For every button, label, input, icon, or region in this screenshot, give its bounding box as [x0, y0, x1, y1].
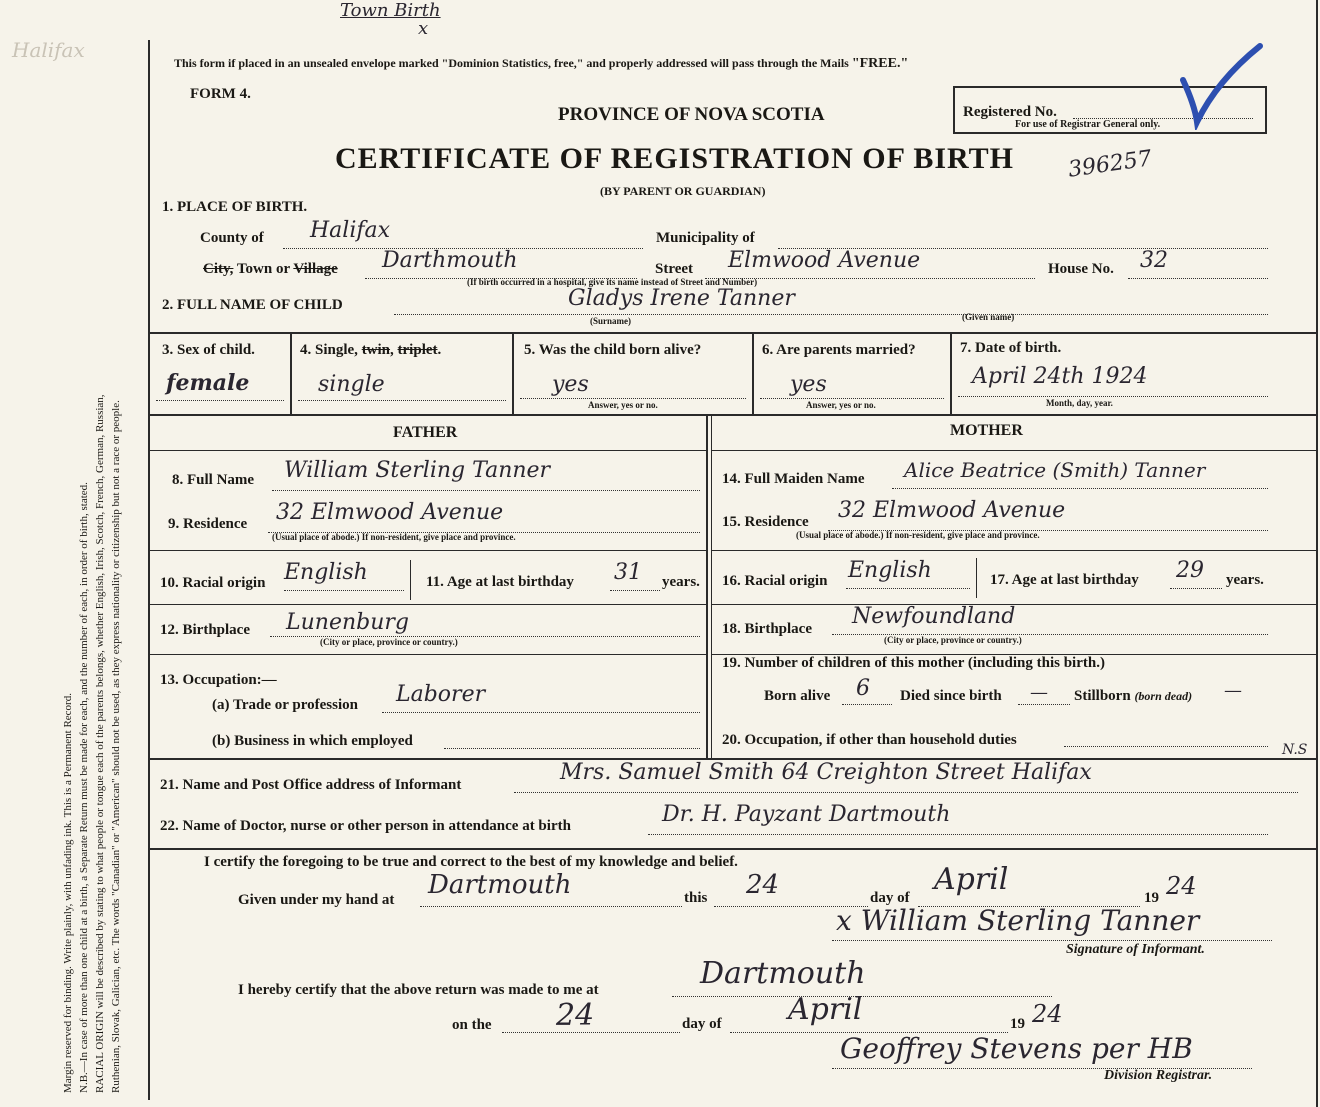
father-age-label: 11. Age at last birthday — [426, 574, 574, 590]
married-value: yes — [790, 372, 827, 397]
certify-statement: I certify the foregoing to be true and correct to the best of my knowledge and belief. — [204, 854, 738, 870]
certificate-title: CERTIFICATE OF REGISTRATION OF BIRTH — [335, 142, 1014, 175]
parents-divider-inner — [711, 414, 712, 758]
father-age-line — [610, 590, 660, 591]
mother-occupation-line — [1064, 746, 1268, 747]
child-name-line — [394, 314, 1268, 315]
twin-label: twin — [361, 342, 391, 358]
registrar-year-value: 24 — [1032, 1000, 1063, 1028]
father-rule-2 — [148, 550, 706, 551]
given-name-note: (Given name) — [962, 312, 1015, 322]
doctor-line — [648, 834, 1268, 835]
stillborn-text: Stillborn — [1074, 688, 1131, 704]
dob-line — [958, 396, 1268, 397]
father-age-value: 31 — [614, 560, 642, 585]
father-birthplace-note: (City or place, province or country.) — [320, 637, 458, 647]
married-line — [760, 398, 944, 399]
father-rule-3 — [148, 604, 706, 605]
born-alive-count-label: Born alive — [764, 688, 831, 704]
mother-occupation-label: 20. Occupation, if other than household duties — [722, 732, 1017, 748]
father-trade-line — [382, 712, 700, 713]
father-trade-label: (a) Trade or profession — [212, 697, 358, 713]
mother-race-value: English — [848, 558, 932, 583]
mother-age-value: 29 — [1176, 558, 1204, 583]
top-mark: x — [418, 18, 429, 39]
stillborn-value: — — [1224, 680, 1242, 701]
margin-instructions — [60, 43, 140, 1093]
period: . — [437, 342, 442, 358]
given-month-value: April — [934, 862, 1009, 897]
mother-birthplace-value: Newfoundland — [852, 604, 1016, 629]
dob-label: 7. Date of birth. — [960, 340, 1062, 356]
town-value: Darthmouth — [382, 248, 518, 273]
mother-residence-note: (Usual place of abode.) If non-resident, give place and province. — [796, 530, 1040, 540]
registrar-year-prefix: 19 — [1010, 1016, 1025, 1032]
mail-note — [174, 56, 908, 72]
place-of-birth-heading: 1. PLACE OF BIRTH. — [162, 199, 308, 215]
signature-line — [832, 940, 1272, 941]
city-label: City, — [203, 261, 234, 277]
top-note: Town Birth — [340, 0, 441, 21]
margin-line: RACIAL ORIGIN will be described by stating to what people or tongue each of the parents belongs, whether English, Irish, Scotch, French, German, Russian, — [94, 394, 106, 1093]
sex-line — [156, 400, 284, 401]
married-note: Answer, yes or no. — [806, 400, 876, 410]
father-heading-rule — [148, 450, 706, 451]
mail-note-text: This form if placed in an unsealed envelope marked "Dominion Statistics, free," and properly addressed will pass through the Mails — [174, 56, 849, 70]
given-day-of-label: day of — [870, 890, 910, 906]
doctor-label: 22. Name of Doctor, nurse or other person in attendance at birth — [160, 818, 571, 834]
registered-label: Registered No. — [963, 104, 1057, 120]
father-name-line — [272, 490, 700, 491]
mother-race-line — [846, 588, 970, 589]
stillborn-label — [1074, 688, 1192, 705]
children-count-label: 19. Number of children of this mother (including this birth.) — [722, 655, 1105, 671]
registrar-month-value: April — [788, 992, 863, 1027]
mother-residence-label: 15. Residence — [722, 514, 809, 530]
municipality-label: Municipality of — [656, 230, 755, 246]
died-since-birth-line — [1018, 704, 1070, 705]
child-name-label: 2. FULL NAME OF CHILD — [162, 297, 343, 313]
father-occupation-label: 13. Occupation:— — [160, 672, 277, 688]
given-place-line — [420, 906, 682, 907]
mother-name-value: Alice Beatrice (Smith) Tanner — [904, 458, 1206, 482]
father-years-label: years. — [662, 574, 700, 590]
town-label: Town or — [233, 261, 294, 277]
mother-race-label: 16. Racial origin — [722, 573, 828, 589]
father-heading: FATHER — [393, 424, 458, 441]
street-label: Street — [655, 261, 694, 277]
row-divider-mid — [148, 414, 1316, 416]
dob-note: Month, day, year. — [1046, 398, 1113, 408]
form-right-border — [1316, 0, 1318, 1107]
doctor-value: Dr. H. Payzant Dartmouth — [662, 802, 951, 827]
informant-line — [514, 792, 1298, 793]
registrar-place-value: Dartmouth — [700, 956, 866, 991]
registration-number: 396257 — [1066, 146, 1154, 183]
mother-heading-rule — [711, 450, 1316, 451]
father-name-value: William Sterling Tanner — [284, 458, 551, 483]
given-year-value: 24 — [1166, 872, 1197, 900]
stillborn-note: (born dead) — [1134, 689, 1193, 703]
mother-birthplace-note: (City or place, province or country.) — [884, 635, 1022, 645]
died-since-birth-label: Died since birth — [900, 688, 1002, 704]
this-label: this — [684, 890, 708, 906]
father-race-value: English — [284, 560, 368, 585]
checkmark-icon — [1175, 40, 1265, 130]
faint-margin-note: Halifax — [12, 38, 85, 62]
margin-line: Margin reserved for binding. Write plainly, with unfading ink. This is a Permanent Record. — [62, 693, 74, 1093]
registrar-statement: I hereby certify that the above return was made to me at — [238, 982, 599, 998]
registrar-day-of-label: day of — [682, 1016, 722, 1032]
mother-name-label: 14. Full Maiden Name — [722, 471, 865, 487]
plurality-label — [300, 342, 441, 359]
form-left-border — [148, 40, 150, 1100]
row-divider-top — [148, 332, 1316, 334]
province-heading: PROVINCE OF NOVA SCOTIA — [558, 104, 825, 125]
born-alive-note: Answer, yes or no. — [588, 400, 658, 410]
surname-note: (Surname) — [590, 316, 631, 326]
born-alive-line — [520, 398, 746, 399]
hospital-note: (If birth occurred in a hospital, give its name instead of Street and Number) — [467, 277, 758, 287]
born-alive-value: yes — [552, 372, 589, 397]
house-number-line — [1128, 278, 1268, 279]
mother-name-line — [892, 488, 1268, 489]
registered-note: For use of Registrar General only. — [1015, 119, 1161, 130]
mother-race-divider — [976, 558, 977, 598]
registrar-day-value: 24 — [556, 998, 595, 1033]
mother-years-label: years. — [1226, 572, 1264, 588]
father-business-line — [444, 748, 700, 749]
certificate-subtitle: (BY PARENT OR GUARDIAN) — [600, 184, 766, 198]
on-the-label: on the — [452, 1017, 492, 1033]
street-value: Elmwood Avenue — [728, 248, 921, 273]
father-residence-label: 9. Residence — [168, 516, 248, 532]
mother-age-line — [1170, 588, 1222, 589]
house-number-value: 32 — [1140, 248, 1168, 273]
plurality-line — [298, 400, 506, 401]
free-label: "FREE." — [851, 56, 909, 71]
informant-label: 21. Name and Post Office address of Informant — [160, 777, 462, 793]
given-under-label: Given under my hand at — [238, 892, 395, 908]
child-name-value: Gladys Irene Tanner — [568, 286, 795, 311]
died-since-birth-value: — — [1030, 682, 1048, 703]
col-divider-1 — [290, 332, 292, 414]
married-label: 6. Are parents married? — [762, 342, 916, 358]
father-trade-value: Laborer — [396, 682, 486, 707]
registrar-signature: Geoffrey Stevens per HB — [840, 1032, 1193, 1065]
father-birthplace-label: 12. Birthplace — [160, 622, 250, 638]
col-divider-4 — [950, 332, 952, 414]
born-alive-count-line — [842, 704, 892, 705]
margin-line: N.B.—In case of more than one child at a birth, a Separate Return must be made for each, and the number of each, in order of birth, stated. — [78, 482, 90, 1093]
father-birthplace-value: Lunenburg — [286, 610, 409, 635]
father-race-divider — [410, 560, 411, 600]
col-divider-3 — [752, 332, 754, 414]
house-number-label: House No. — [1048, 261, 1114, 277]
form-number: FORM 4. — [190, 86, 251, 102]
city-town-label — [203, 261, 338, 278]
father-race-line — [284, 590, 404, 591]
father-name-label: 8. Full Name — [172, 472, 255, 488]
mother-birthplace-label: 18. Birthplace — [722, 621, 812, 637]
given-day-value: 24 — [746, 870, 780, 900]
sex-value: female — [166, 370, 250, 396]
father-residence-note: (Usual place of abode.) If non-resident, give place and province. — [272, 532, 516, 542]
county-value: Halifax — [310, 218, 391, 243]
parents-divider — [706, 414, 708, 758]
father-rule-4 — [148, 654, 706, 655]
comma-sep: , — [390, 342, 398, 358]
division-registrar-caption: Division Registrar. — [1104, 1068, 1213, 1083]
father-residence-value: 32 Elmwood Avenue — [276, 500, 504, 525]
informant-ns: N.S — [1282, 742, 1308, 758]
given-place-value: Dartmouth — [428, 870, 572, 900]
village-label: Village — [293, 261, 338, 277]
mother-age-label: 17. Age at last birthday — [990, 572, 1139, 588]
signature-caption: Signature of Informant. — [1066, 942, 1205, 957]
county-label: County of — [200, 230, 264, 246]
triplet-label: triplet — [397, 342, 438, 358]
born-alive-count-value: 6 — [856, 676, 870, 701]
father-business-label: (b) Business in which employed — [212, 733, 413, 749]
mother-heading: MOTHER — [950, 422, 1023, 439]
col-divider-2 — [512, 332, 514, 414]
single-label: 4. Single, — [300, 342, 362, 358]
informant-signature: x William Sterling Tanner — [836, 904, 1200, 937]
mother-residence-value: 32 Elmwood Avenue — [838, 498, 1066, 523]
sex-label: 3. Sex of child. — [162, 342, 255, 358]
father-race-label: 10. Racial origin — [160, 575, 266, 591]
mother-rule-2 — [711, 550, 1316, 551]
given-year-prefix: 19 — [1144, 890, 1159, 906]
born-alive-label: 5. Was the child born alive? — [524, 342, 702, 358]
dob-value: April 24th 1924 — [972, 364, 1148, 389]
row-divider-certify — [148, 848, 1316, 850]
margin-line: Ruthenian, Slovak, Galician, etc. The words "Canadian" or "American" should not be used, as they express nationality or citizenship but not a race or people. — [110, 400, 122, 1093]
informant-value: Mrs. Samuel Smith 64 Creighton Street Halifax — [560, 760, 1092, 785]
plurality-value: single — [318, 372, 385, 397]
